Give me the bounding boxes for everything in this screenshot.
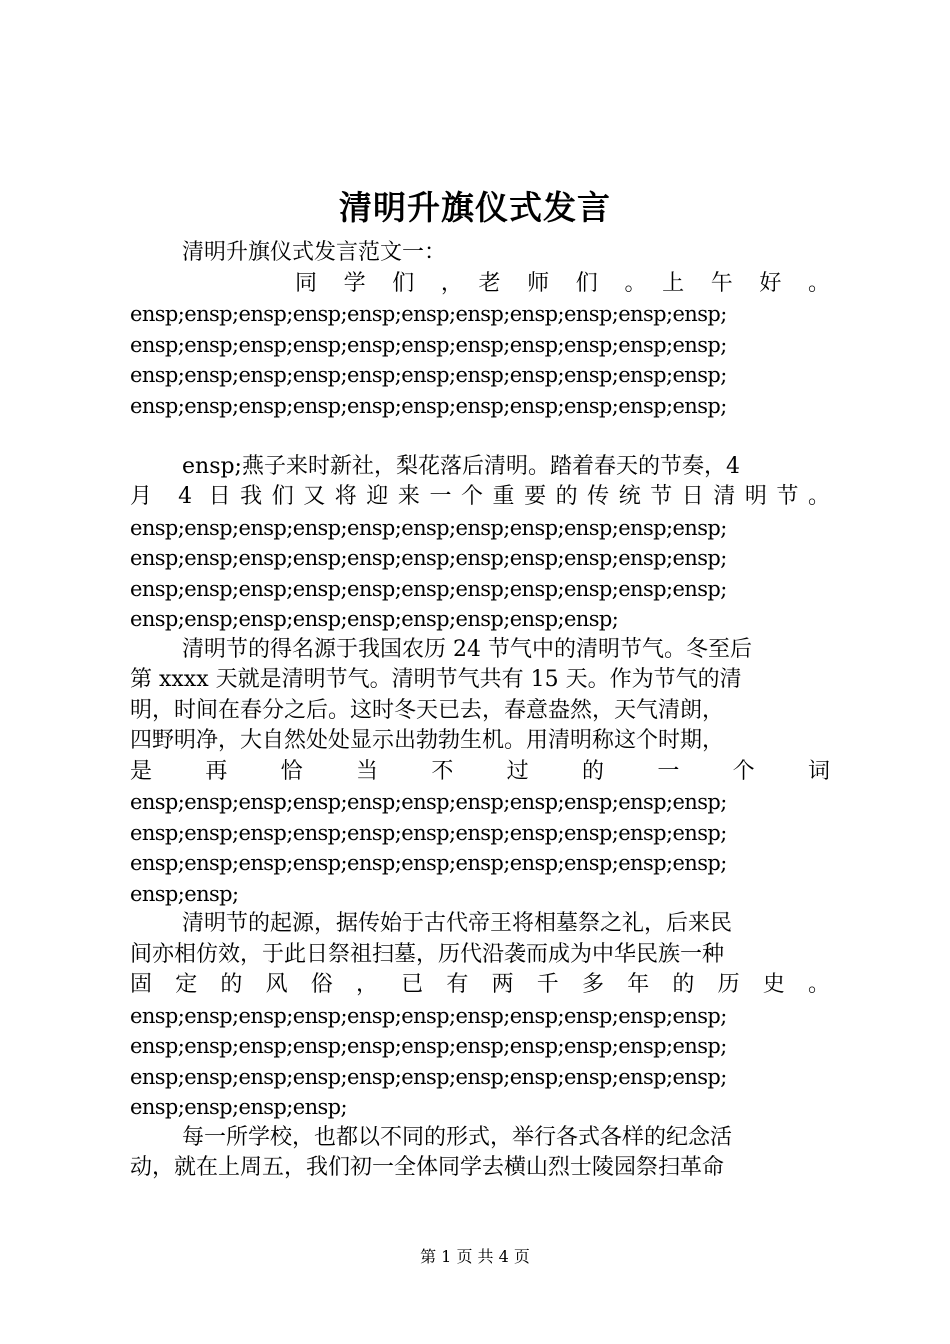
text-line: ensp;ensp;	[130, 881, 239, 906]
text-line: ensp;ensp;ensp;ensp;ensp;ensp;ensp;ensp;ensp;ensp;ensp;	[130, 820, 727, 845]
text-line: ensp;ensp;ensp;ensp;ensp;ensp;ensp;ensp;ensp;ensp;ensp;	[130, 576, 727, 601]
text-line: ensp;ensp;ensp;ensp;ensp;ensp;ensp;ensp;ensp;ensp;ensp;	[130, 332, 727, 357]
document-body	[130, 238, 830, 1184]
text-line: ensp;ensp;ensp;ensp;ensp;ensp;ensp;ensp;ensp;ensp;ensp;	[130, 1003, 727, 1028]
text-line: 动，就在上周五，我们初一全体同学去横山烈士陵园祭扫革命	[130, 1155, 725, 1180]
text-line: ensp;ensp;ensp;ensp;ensp;ensp;ensp;ensp;ensp;ensp;ensp;	[130, 302, 727, 326]
text-line: ensp;ensp;ensp;ensp;ensp;ensp;ensp;ensp;ensp;ensp;ensp;	[130, 1034, 727, 1058]
text-line: 是 再 恰 当 不 过 的 一 个 词	[130, 758, 830, 784]
text-line: 清明升旗仪式发言范文一：	[182, 240, 447, 265]
text-line: ensp;ensp;ensp;ensp;ensp;ensp;ensp;ensp;ensp;ensp;ensp;	[130, 851, 727, 875]
text-line: ensp;ensp;ensp;ensp;ensp;ensp;ensp;ensp;ensp;ensp;ensp;	[130, 393, 727, 418]
page-title: 清明升旗仪式发言	[339, 188, 611, 227]
text-line: 清明节的得名源于我国农历 24 节气中的清明节气。冬至后	[182, 636, 752, 662]
text-line: ensp;ensp;ensp;ensp;ensp;ensp;ensp;ensp;ensp;ensp;ensp;	[130, 515, 727, 540]
text-line: 月 4 日我们又将迎来一个重要的传统节日清明节。	[130, 484, 830, 509]
text-line: 同 学 们 ， 老 师 们 。 上 午 好 。	[295, 270, 830, 296]
text-line: 每一所学校，也都以不同的形式，举行各式各样的纪念活	[182, 1124, 733, 1150]
text-line: ensp;ensp;ensp;ensp;ensp;ensp;ensp;ensp;ensp;	[130, 607, 619, 631]
text-line: ensp;ensp;ensp;ensp;ensp;ensp;ensp;ensp;ensp;ensp;ensp;	[130, 546, 727, 570]
page-footer: 第 1 页 共 4 页	[420, 1247, 530, 1266]
text-line: ensp;ensp;ensp;ensp;ensp;ensp;ensp;ensp;ensp;ensp;ensp;	[130, 1064, 727, 1089]
text-line: ensp;燕子来时新社，梨花落后清明。踏着春天的节奏，4	[182, 453, 740, 479]
text-line: 明，时间在春分之后。这时冬天已去，春意盎然，天气清朗，	[130, 697, 725, 723]
text-line: 清明节的起源，据传始于古代帝王将相墓祭之礼，后来民	[182, 911, 733, 936]
text-line: 间亦相仿效，于此日祭祖扫墓，历代沿袭而成为中华民族一种	[130, 941, 725, 967]
text-line: ensp;ensp;ensp;ensp;	[130, 1095, 347, 1119]
text-line: ensp;ensp;ensp;ensp;ensp;ensp;ensp;ensp;ensp;ensp;ensp;	[130, 790, 727, 814]
text-line: 四野明净，大自然处处显示出勃勃生机。用清明称这个时期，	[130, 728, 725, 753]
text-line: ensp;ensp;ensp;ensp;ensp;ensp;ensp;ensp;ensp;ensp;ensp;	[130, 363, 727, 387]
text-line: 第 xxxx 天就是清明节气。清明节气共有 15 天。作为节气的清	[130, 667, 742, 692]
blank-line	[130, 421, 830, 452]
text-line: 固 定 的 风 俗 ， 已 有 两 千 多 年 的 历 史 。	[130, 972, 830, 997]
